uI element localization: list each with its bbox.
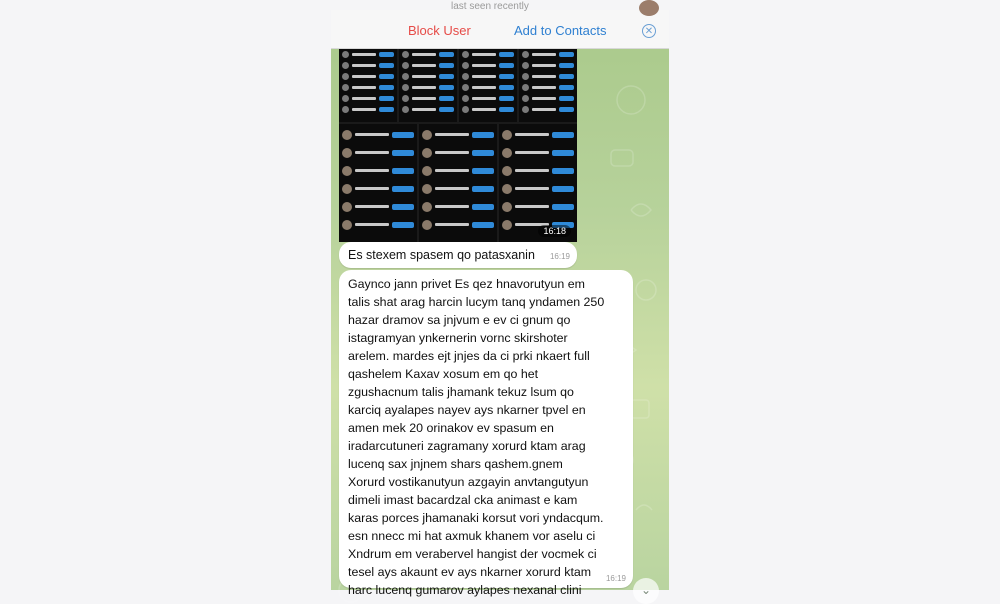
- screenshot-txt: [532, 108, 556, 111]
- screenshot-row: [342, 217, 414, 232]
- screenshot-dot: [502, 148, 512, 158]
- screenshot-row: [342, 94, 394, 103]
- message-text: Gaynco jann privet Es qez hnavorutyun em talis shat arag harcin lucym tanq yndamen 250 hazar dramov sa jnjvum e ev ci gnum qo istagramyan ynkernerin vornc skirshoter arelem. mardes ejt jnjes da ci prki nkaert full qashelem Kaxav xosum em qo het zgushacnum talis jhamank tekuz lsum qo karciq ayalapes nayev ays nkarner tpvel en amen mek 20 orinakov ev spasum en iradarcutuneri zagramany xorurd ktam arag lucenq sax jnjnem shars qashem.gnem Xorurd vostikanutyun azgayin anvtangutyun dimeli imast bacardzal cka animast e kam karas porces jhamanaki korsut vori yndacqum. esn nnecc mi hat axmuk khanem vor aselu ci Xndrum em verabervel hangist der vocmek ci tesel ays akaunt ev ays nkarner xorurd ktam harc lucenq gumarov aylapes nexanal clini: [348, 277, 605, 597]
- screenshot-dot: [522, 106, 529, 113]
- screenshot-pill: [379, 85, 394, 90]
- screenshot-row: [462, 61, 514, 70]
- screenshot-dot: [342, 220, 352, 230]
- screenshot-pill: [379, 52, 394, 57]
- screenshot-dot: [342, 130, 352, 140]
- screenshot-row: [342, 181, 414, 196]
- screenshot-dot: [422, 202, 432, 212]
- screenshot-pill: [472, 132, 494, 138]
- screenshot-pill: [499, 74, 514, 79]
- screenshot-dot: [402, 84, 409, 91]
- screenshot-dot: [462, 84, 469, 91]
- screenshot-txt: [515, 205, 549, 208]
- chat-screen: [331, 1, 669, 597]
- screenshot-txt: [355, 151, 389, 154]
- screenshot-pill: [552, 150, 574, 156]
- screenshot-pill: [379, 96, 394, 101]
- screenshot-pill: [439, 107, 454, 112]
- screenshot-pill: [439, 74, 454, 79]
- screenshot-txt: [355, 205, 389, 208]
- screenshot-txt: [435, 187, 469, 190]
- screenshot-pill: [559, 107, 574, 112]
- screenshot-pill: [392, 186, 414, 192]
- screenshot-pill: [499, 63, 514, 68]
- screenshot-row: [522, 105, 574, 114]
- screenshot-row: [502, 199, 574, 214]
- screenshot-dot: [342, 148, 352, 158]
- screenshot-txt: [412, 75, 436, 78]
- screenshot-dot: [522, 95, 529, 102]
- screenshot-pill: [379, 107, 394, 112]
- screenshot-pill: [499, 107, 514, 112]
- message-time: 16:19: [605, 574, 626, 583]
- screenshot-txt: [472, 64, 496, 67]
- screenshot-txt: [412, 86, 436, 89]
- screenshot-pill: [472, 186, 494, 192]
- screenshot-txt: [355, 187, 389, 190]
- last-seen-status: last seen recently: [451, 1, 529, 12]
- screenshot-dot: [402, 73, 409, 80]
- screenshot-dot: [522, 51, 529, 58]
- screenshot-txt: [515, 133, 549, 136]
- screenshot-txt: [352, 75, 376, 78]
- screenshot-row: [342, 145, 414, 160]
- screenshot-pill: [379, 63, 394, 68]
- screenshot-dot: [342, 62, 349, 69]
- block-user-button[interactable]: Block User: [408, 23, 471, 38]
- screenshot-pill: [472, 222, 494, 228]
- screenshot-dot: [402, 62, 409, 69]
- image-message[interactable]: [339, 48, 577, 242]
- screenshot-dot: [342, 202, 352, 212]
- screenshot-txt: [532, 86, 556, 89]
- screenshot-pill: [559, 85, 574, 90]
- screenshot-txt: [472, 97, 496, 100]
- screenshot-pill: [472, 168, 494, 174]
- screenshot-txt: [352, 108, 376, 111]
- screenshot-row: [402, 94, 454, 103]
- screenshot-pill: [379, 74, 394, 79]
- screenshot-thumbnail: [339, 48, 397, 122]
- screenshot-dot: [462, 51, 469, 58]
- screenshot-txt: [352, 86, 376, 89]
- screenshot-pill: [552, 132, 574, 138]
- screenshot-pill: [499, 85, 514, 90]
- screenshot-txt: [472, 75, 496, 78]
- screenshot-row: [402, 61, 454, 70]
- screenshot-row: [402, 105, 454, 114]
- screenshot-txt: [532, 53, 556, 56]
- screenshot-pill: [439, 52, 454, 57]
- screenshot-txt: [532, 64, 556, 67]
- scroll-down-icon[interactable]: ⌄: [633, 578, 659, 604]
- screenshot-pill: [439, 85, 454, 90]
- screenshot-row: [522, 72, 574, 81]
- screenshot-txt: [472, 86, 496, 89]
- screenshot-dot: [522, 73, 529, 80]
- screenshot-pill: [499, 96, 514, 101]
- screenshot-txt: [435, 169, 469, 172]
- screenshot-txt: [355, 133, 389, 136]
- screenshot-thumbnail: [339, 124, 417, 242]
- screenshot-dot: [502, 166, 512, 176]
- message-text: Es stexem spasem qo patasxanin: [348, 248, 535, 262]
- screenshot-dot: [422, 148, 432, 158]
- screenshot-pill: [472, 150, 494, 156]
- screenshot-row: [462, 72, 514, 81]
- screenshot-txt: [412, 64, 436, 67]
- screenshot-row: [502, 127, 574, 142]
- screenshot-row: [522, 94, 574, 103]
- screenshot-row: [422, 199, 494, 214]
- screenshot-dot: [422, 130, 432, 140]
- screenshot-dot: [402, 51, 409, 58]
- screenshot-dot: [502, 220, 512, 230]
- screenshot-dot: [422, 184, 432, 194]
- message-time: 16:18: [538, 225, 571, 237]
- screenshot-dot: [342, 106, 349, 113]
- screenshot-row: [522, 83, 574, 92]
- screenshot-pill: [552, 168, 574, 174]
- screenshot-row: [462, 50, 514, 59]
- screenshot-txt: [515, 169, 549, 172]
- screenshot-dot: [402, 95, 409, 102]
- screenshot-row: [342, 72, 394, 81]
- screenshot-dot: [342, 73, 349, 80]
- message-bubble[interactable]: [339, 242, 577, 268]
- screenshot-row: [422, 145, 494, 160]
- message-bubble[interactable]: [339, 270, 633, 597]
- screenshot-dot: [422, 220, 432, 230]
- screenshot-row: [502, 145, 574, 160]
- screenshot-row: [502, 181, 574, 196]
- screenshot-dot: [342, 51, 349, 58]
- screenshot-pill: [392, 150, 414, 156]
- screenshot-txt: [412, 53, 436, 56]
- screenshot-dot: [342, 184, 352, 194]
- screenshot-row: [342, 105, 394, 114]
- screenshot-row: [422, 163, 494, 178]
- screenshot-dot: [522, 62, 529, 69]
- screenshot-txt: [435, 151, 469, 154]
- screenshot-row: [462, 105, 514, 114]
- screenshot-pill: [392, 222, 414, 228]
- screenshot-row: [422, 127, 494, 142]
- screenshot-pill: [552, 186, 574, 192]
- add-to-contacts-button[interactable]: Add to Contacts: [514, 23, 607, 38]
- screenshot-pill: [439, 63, 454, 68]
- screenshot-txt: [435, 223, 469, 226]
- screenshot-dot: [462, 62, 469, 69]
- screenshot-thumbnail: [399, 48, 457, 122]
- screenshot-pill: [392, 168, 414, 174]
- screenshot-dot: [342, 166, 352, 176]
- screenshot-dot: [462, 73, 469, 80]
- screenshot-pill: [499, 52, 514, 57]
- screenshot-row: [402, 72, 454, 81]
- screenshot-txt: [355, 223, 389, 226]
- screenshot-dot: [502, 184, 512, 194]
- screenshot-txt: [352, 53, 376, 56]
- screenshot-txt: [412, 97, 436, 100]
- screenshot-dot: [502, 130, 512, 140]
- screenshot-dot: [462, 95, 469, 102]
- screenshot-row: [422, 181, 494, 196]
- screenshot-txt: [412, 108, 436, 111]
- screenshot-txt: [435, 133, 469, 136]
- screenshot-thumbnail: [459, 48, 517, 122]
- screenshot-pill: [559, 52, 574, 57]
- screenshot-row: [402, 50, 454, 59]
- screenshot-dot: [342, 95, 349, 102]
- screenshot-row: [342, 127, 414, 142]
- screenshot-pill: [439, 96, 454, 101]
- action-bar: [331, 1, 669, 49]
- screenshot-thumbnail: [519, 48, 577, 122]
- screenshot-row: [462, 94, 514, 103]
- screenshot-row: [522, 61, 574, 70]
- screenshot-txt: [435, 205, 469, 208]
- screenshot-txt: [515, 151, 549, 154]
- screenshot-dot: [402, 106, 409, 113]
- contact-avatar[interactable]: [639, 0, 659, 16]
- screenshot-thumbnail: [419, 124, 497, 242]
- screenshot-txt: [532, 75, 556, 78]
- screenshot-row: [342, 199, 414, 214]
- screenshot-txt: [472, 108, 496, 111]
- screenshot-pill: [472, 204, 494, 210]
- screenshot-dot: [522, 84, 529, 91]
- screenshot-txt: [352, 97, 376, 100]
- screenshot-row: [342, 83, 394, 92]
- screenshot-dot: [462, 106, 469, 113]
- screenshot-pill: [552, 204, 574, 210]
- screenshot-txt: [355, 169, 389, 172]
- screenshot-row: [342, 163, 414, 178]
- screenshot-row: [502, 163, 574, 178]
- screenshot-pill: [392, 204, 414, 210]
- screenshot-row: [422, 217, 494, 232]
- screenshot-row: [402, 83, 454, 92]
- screenshot-txt: [532, 97, 556, 100]
- screenshot-dot: [342, 84, 349, 91]
- screenshot-row: [342, 50, 394, 59]
- screenshot-txt: [515, 187, 549, 190]
- screenshot-txt: [352, 64, 376, 67]
- screenshot-row: [342, 61, 394, 70]
- screenshot-pill: [559, 63, 574, 68]
- screenshot-row: [522, 50, 574, 59]
- screenshot-row: [462, 83, 514, 92]
- message-time: 16:19: [549, 252, 570, 261]
- screenshot-pill: [392, 132, 414, 138]
- screenshot-dot: [502, 202, 512, 212]
- screenshot-dot: [422, 166, 432, 176]
- screenshot-txt: [472, 53, 496, 56]
- close-icon[interactable]: ✕: [642, 24, 656, 38]
- screenshot-pill: [559, 96, 574, 101]
- screenshot-pill: [559, 74, 574, 79]
